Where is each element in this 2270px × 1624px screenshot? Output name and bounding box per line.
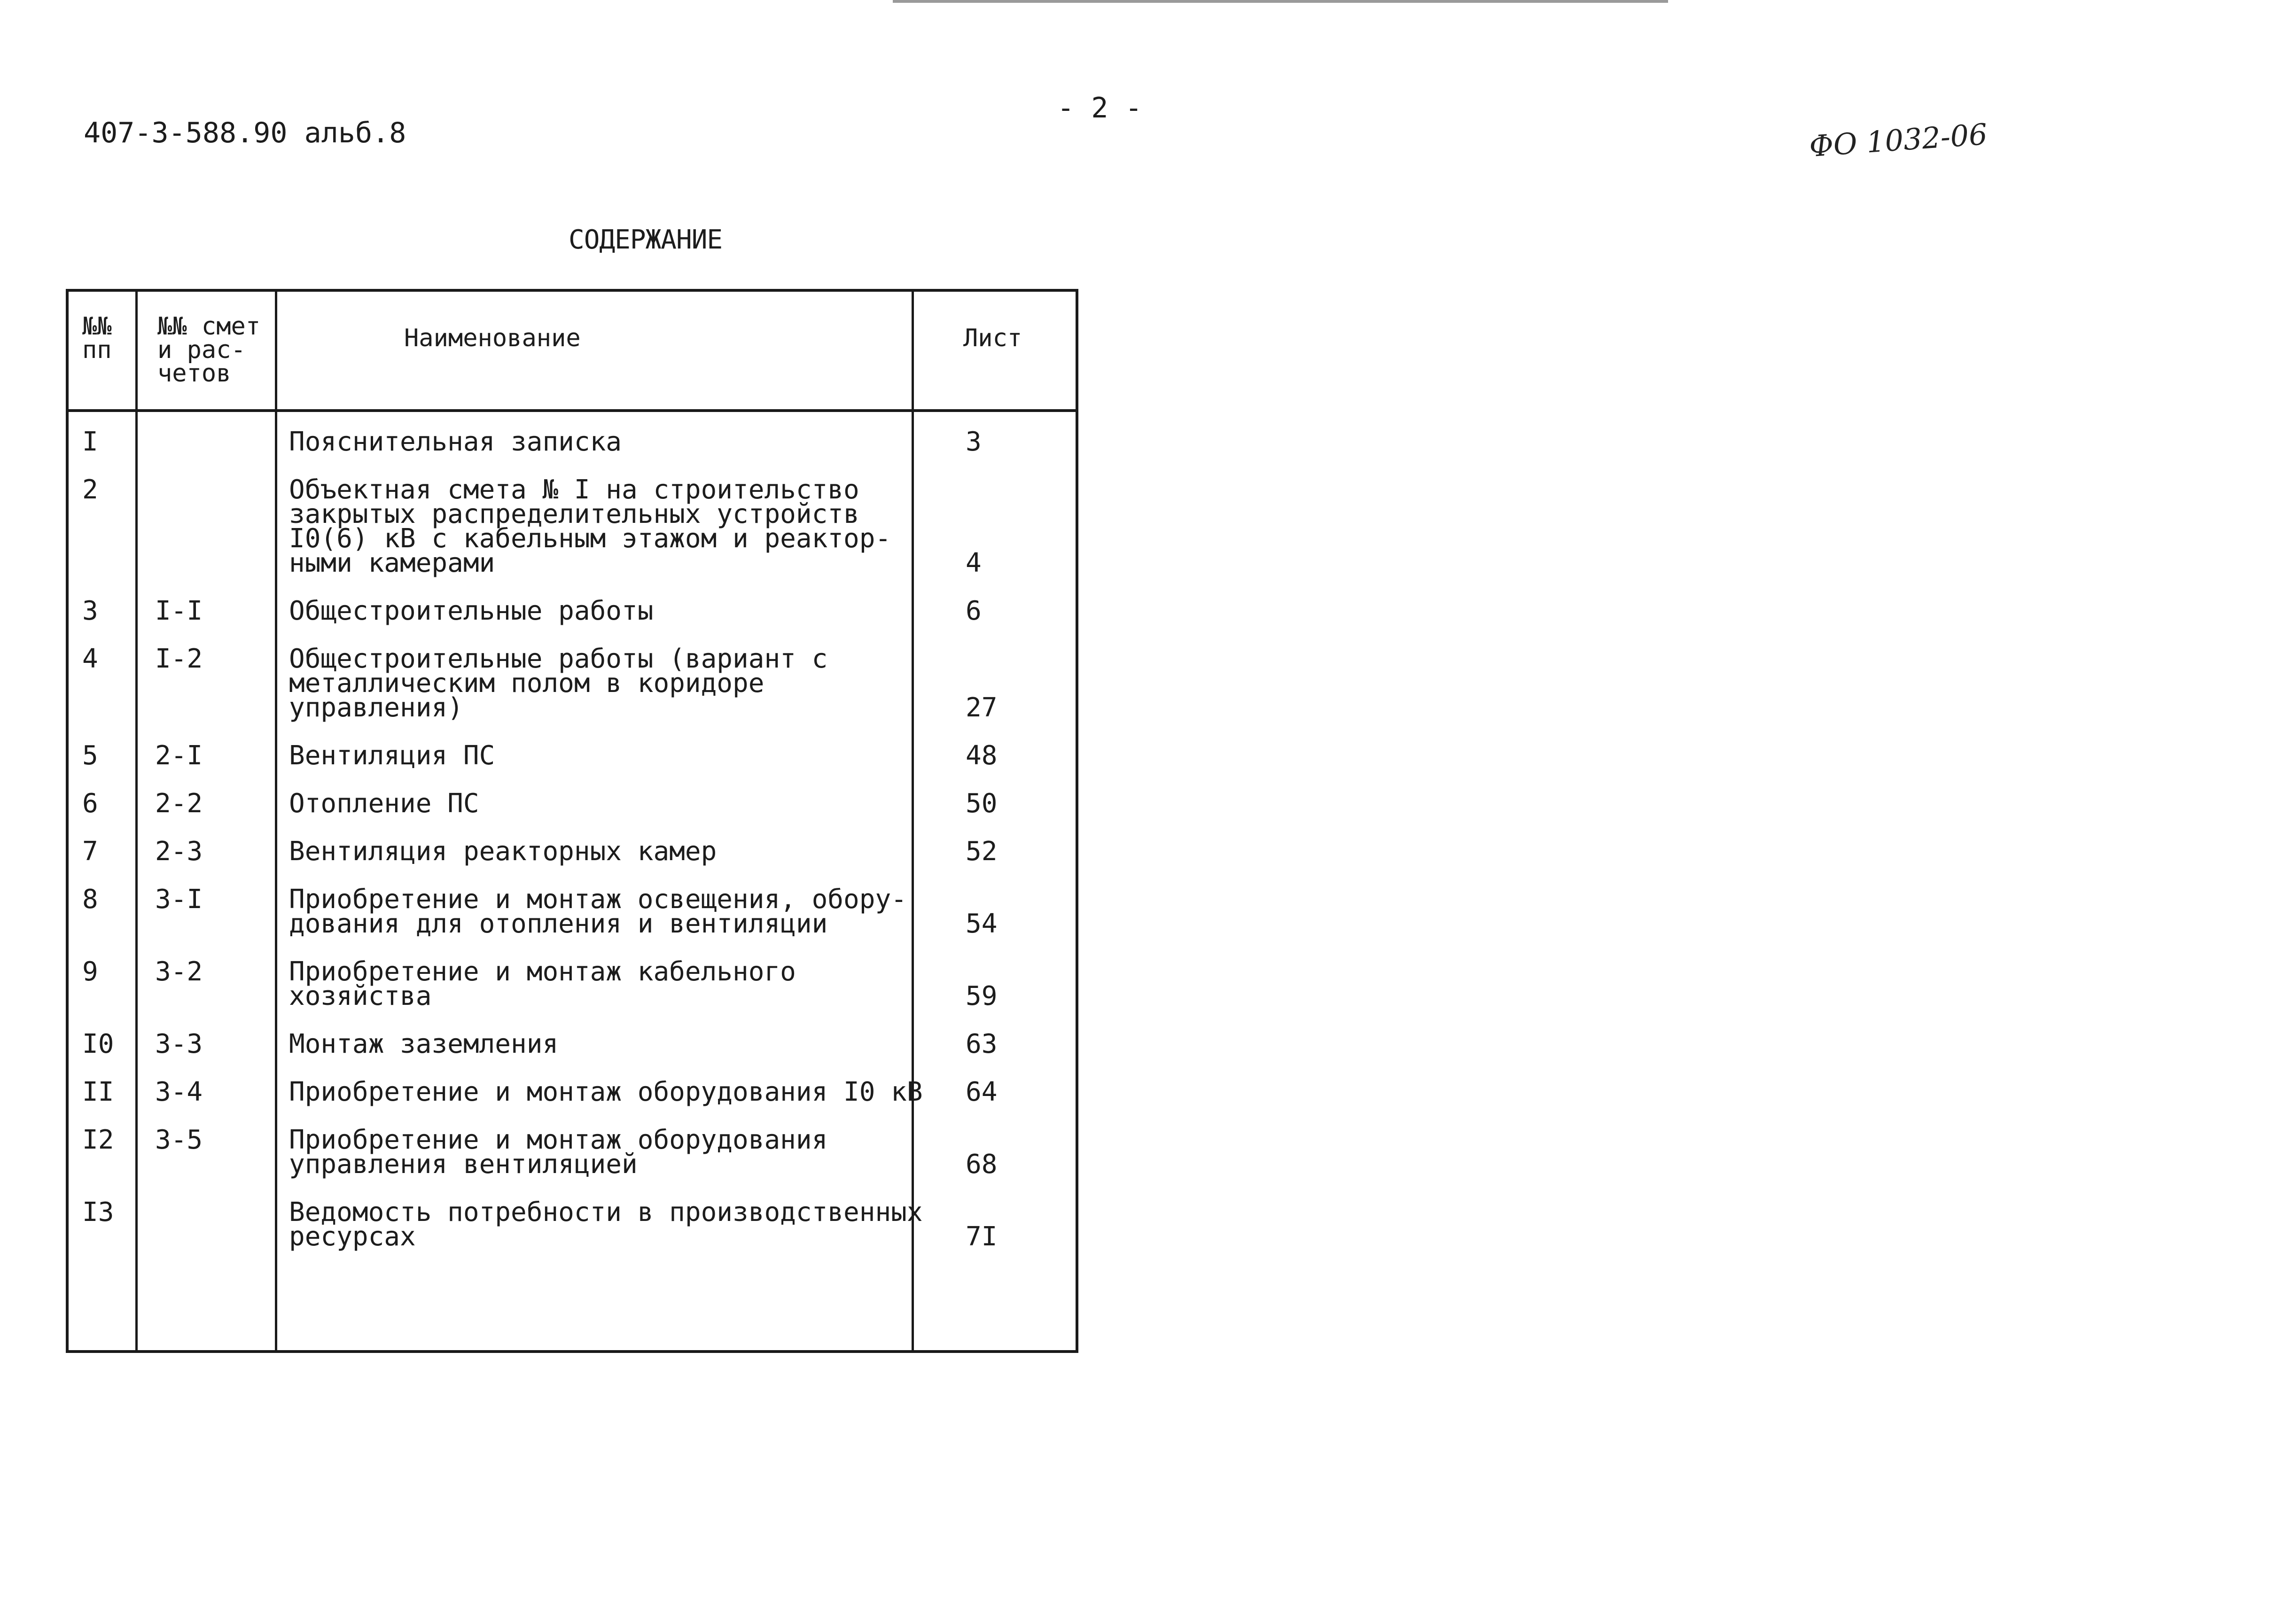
row-number: I0 (82, 1029, 114, 1059)
row-number: 2 (82, 474, 98, 505)
row-number: 9 (82, 956, 98, 987)
column-header-sheet: Лист (963, 324, 1022, 352)
row-sheet: 4 (966, 548, 982, 578)
row-name: Ведомость потребности в производственных ресурсах (289, 1197, 923, 1252)
row-estimate-code: 3-2 (155, 956, 203, 987)
row-sheet: 7I (966, 1221, 998, 1252)
column-divider-2 (275, 289, 277, 1353)
page-number: - 2 - (1057, 92, 1142, 124)
row-estimate-code: 3-3 (155, 1029, 203, 1059)
row-sheet: 68 (966, 1149, 998, 1180)
row-sheet: 6 (966, 596, 982, 626)
column-divider-1 (135, 289, 138, 1353)
document-code: 407-3-588.90 альб.8 (84, 117, 406, 149)
row-sheet: 3 (966, 427, 982, 457)
row-sheet: 27 (966, 692, 998, 723)
column-header-estimate: №№ смет и рас- четов (157, 312, 261, 388)
row-number: 5 (82, 740, 98, 771)
handwritten-stamp: ФО 1032-06 (1808, 117, 1989, 164)
column-divider-3 (912, 289, 914, 1353)
row-number: I (82, 427, 98, 457)
row-estimate-code: 3-I (155, 884, 203, 915)
header-divider (66, 409, 1078, 412)
column-header-name: Наименование (404, 324, 581, 352)
scan-edge-line (893, 0, 1668, 3)
page-title: СОДЕРЖАНИЕ (569, 225, 723, 255)
row-number: I2 (82, 1125, 114, 1155)
row-estimate-code: 2-2 (155, 788, 203, 819)
column-header-num: №№ пп (82, 312, 112, 364)
row-name: Приобретение и монтаж оборудования I0 кВ (289, 1077, 923, 1107)
row-estimate-code: 2-3 (155, 836, 203, 867)
row-name: Вентиляция реакторных камер (289, 836, 717, 867)
row-number: 3 (82, 596, 98, 626)
row-estimate-code: I-2 (155, 644, 203, 674)
row-sheet: 63 (966, 1029, 998, 1059)
row-name: Вентиляция ПС (289, 740, 495, 771)
row-sheet: 54 (966, 909, 998, 939)
row-name: Приобретение и монтаж оборудования управления вентиляцией (289, 1125, 828, 1180)
row-sheet: 64 (966, 1077, 998, 1107)
row-number: 4 (82, 644, 98, 674)
row-number: 8 (82, 884, 98, 915)
row-estimate-code: 2-I (155, 740, 203, 771)
row-number: II (82, 1077, 114, 1107)
row-name: Общестроительные работы (289, 596, 654, 626)
row-number: I3 (82, 1197, 114, 1228)
row-name: Объектная смета № I на строительство закрытых распределительных устройств I0(6) кВ с кабельным этажом и реактор- ными камерами (289, 474, 891, 578)
row-sheet: 59 (966, 981, 998, 1011)
row-number: 6 (82, 788, 98, 819)
row-name: Отопление ПС (289, 788, 479, 819)
row-sheet: 52 (966, 836, 998, 867)
contents-table (66, 289, 1078, 1353)
row-estimate-code: 3-4 (155, 1077, 203, 1107)
row-name: Общестроительные работы (вариант с металлическим полом в коридоре управления) (289, 644, 828, 723)
row-name: Приобретение и монтаж кабельного хозяйства (289, 956, 796, 1011)
row-sheet: 50 (966, 788, 998, 819)
row-estimate-code: I-I (155, 596, 203, 626)
row-name: Приобретение и монтаж освещения, обору- дования для отопления и вентиляции (289, 884, 907, 939)
row-estimate-code: 3-5 (155, 1125, 203, 1155)
row-number: 7 (82, 836, 98, 867)
row-name: Пояснительная записка (289, 427, 622, 457)
row-name: Монтаж заземления (289, 1029, 559, 1059)
row-sheet: 48 (966, 740, 998, 771)
